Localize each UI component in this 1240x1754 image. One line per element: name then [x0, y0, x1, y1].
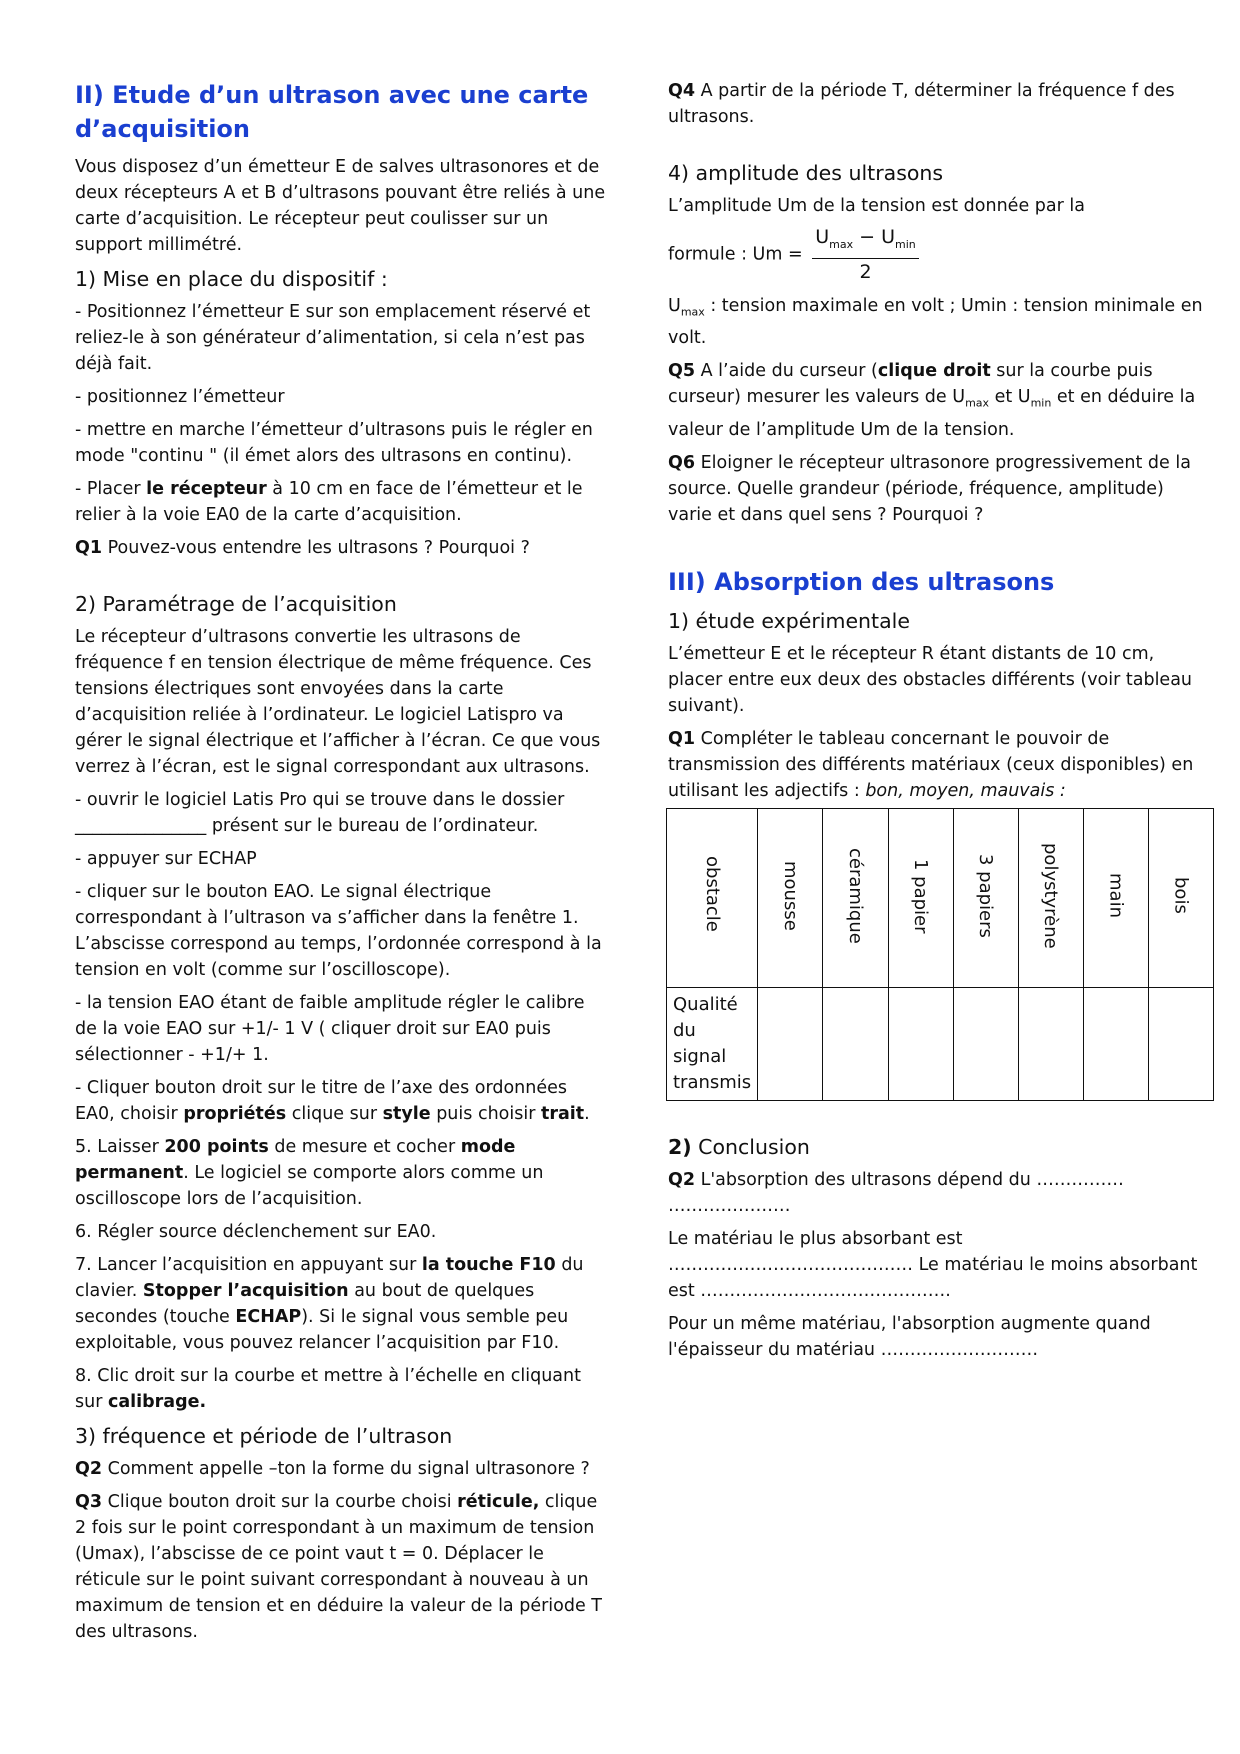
table-cell-mousse[interactable] — [758, 987, 823, 1100]
acquisition-step-7: 7. Lancer l’acquisition en appuyant sur la touche F10 du clavier. Stopper l’acquisition au bout de quelques secondes (touche ECHAP). Si le signal vous semble peu exploitable, vous pouvez relancer l’acquisition par F10. — [75, 1255, 584, 1353]
question-q5: Q5 A l’aide du curseur (clique droit sur la courbe puis curseur) mesurer les valeurs de $U_{max}$ et $U_{min}$ et en déduire la valeur de l’amplitude Um de la tension. — [668, 361, 1196, 440]
table-header-cell: céramique — [823, 808, 888, 987]
acquisition-intro: Le récepteur d’ultrasons convertie les ultrasons de fréquence f en tension électrique de même fréquence. Ces tensions électriques sont envoyées dans la carte d’acquisition reliée à l’ordinateur. Le logiciel Latispro va gérer le signal électrique et l’afficher à l’écran. Ce que vous verrez à l’écran, est le signal correspondant aux ultrasons. — [75, 627, 601, 777]
question-q2-conclusion: Q2 L'absorption des ultrasons dépend du …………… ………………… — [668, 1169, 1124, 1216]
section-title-ii: II) Etude d’un ultrason avec une carte d’acquisition — [75, 81, 589, 143]
acquisition-step-5: 5. Laisser 200 points de mesure et cocher mode permanent. Le logiciel se comporte alors comme un oscilloscope lors de l’acquisition. — [75, 1137, 544, 1209]
table-cell-main[interactable] — [1083, 987, 1148, 1100]
subsection-title-experiment: 1) étude expérimentale — [668, 608, 910, 633]
question-q6: Q6 Eloigner le récepteur ultrasonore progressivement de la source. Quelle grandeur (période, fréquence, amplitude) varie et dans quel sens ? Pourquoi ? — [668, 452, 1191, 525]
table-header-row — [667, 808, 1214, 987]
acquisition-step-open: - ouvrir le logiciel Latis Pro qui se trouve dans le dossier _______________ présent sur le bureau de l’ordinateur. — [75, 790, 565, 836]
table-cell-ceramique[interactable] — [823, 987, 888, 1100]
question-q2: Q2 Comment appelle –ton la forme du signal ultrasonore ? — [75, 1459, 590, 1479]
setup-step-4: - Placer le récepteur à 10 cm en face de l’émetteur et le relier à la voie EA0 de la carte d’acquisition. — [75, 479, 583, 525]
question-q1: Q1 Pouvez-vous entendre les ultrasons ? Pourquoi ? — [75, 538, 530, 558]
table-header-cell: 3 papiers — [953, 808, 1018, 987]
subsection-title-amplitude: 4) amplitude des ultrasons — [668, 161, 944, 185]
table-header-cell: polystyrène — [1018, 808, 1083, 987]
question-q3: Q3 Clique bouton droit sur la courbe choisi réticule, clique 2 fois sur le point correspondant à un maximum de tension (Umax), l’abscisse de ce point vaut t = 0. Déplacer le réticule sur le point suivant correspondant à nouveau à un maximum de tension et en déduire la valeur de la période T des ultrasons. — [75, 1492, 602, 1642]
table-row-label: Qualité du signal transmis — [667, 987, 758, 1100]
conclusion-thickness: Pour un même matériau, l'absorption augmente quand l'épaisseur du matériau ……………………… — [668, 1313, 1151, 1360]
question-q4: Q4 A partir de la période T, déterminer la fréquence f des ultrasons. — [668, 81, 1175, 127]
acquisition-step-eao: - cliquer sur le bouton EAO. Le signal électrique correspondant à l’ultrason va s’afficher dans la fenêtre 1. L’abscisse correspond au temps, l’ordonnée correspond à la tension en volt (comme sur l’oscilloscope). — [75, 882, 602, 980]
materials-table — [666, 808, 1214, 1101]
intro-paragraph: Vous disposez d’un émetteur E de salves ultrasonores et de deux récepteurs A et B d’ultrasons pouvant être reliés à une carte d’acquisition. Le récepteur peut coulisser sur un support millimétré. — [75, 157, 606, 255]
subsection-title-conclusion: 2) Conclusion — [668, 1134, 810, 1159]
left-column — [75, 78, 610, 1652]
subsection-title-acquisition: 2) Paramétrage de l’acquisition — [75, 592, 397, 616]
table-cell-polystyrene[interactable] — [1018, 987, 1083, 1100]
table-cell-3-papiers[interactable] — [953, 987, 1018, 1100]
table-header-cell: 1 papier — [888, 808, 953, 987]
setup-step-2: - positionnez l’émetteur — [75, 387, 285, 407]
table-header-cell: bois — [1148, 808, 1213, 987]
acquisition-step-6: 6. Régler source déclenchement sur EA0. — [75, 1222, 437, 1242]
amplitude-intro: L’amplitude Um de la tension est donnée par la — [668, 196, 1085, 216]
experiment-intro: L’émetteur E et le récepteur R étant distants de 10 cm, placer entre eux deux des obstacles différents (voir tableau suivant). — [668, 643, 1193, 716]
table-header-cell: obstacle — [667, 808, 758, 987]
subsection-title-frequency: 3) fréquence et période de l’ultrason — [75, 1424, 453, 1448]
acquisition-step-style: - Cliquer bouton droit sur le titre de l’axe des ordonnées EA0, choisir propriétés clique sur style puis choisir trait. — [75, 1078, 590, 1124]
table-header-cell: mousse — [758, 808, 823, 987]
amplitude-definitions: $U_{max}$ : tension maximale en volt ; Umin : tension minimale en volt. — [668, 295, 1203, 349]
acquisition-step-calibre: - la tension EAO étant de faible amplitude régler le calibre de la voie EAO sur +1/- 1 V ( cliquer droit sur EA0 puis sélectionner - +1/+ 1. — [75, 993, 585, 1065]
conclusion-absorbant: Le matériau le plus absorbant est …………………………………… Le matériau le moins absorbant est ……………………………………. — [668, 1228, 1198, 1301]
setup-step-3: - mettre en marche l’émetteur d’ultrasons puis le régler en mode "continu " (il émet alors des ultrasons en continu). — [75, 420, 593, 466]
section-title-iii: III) Absorption des ultrasons — [668, 567, 1055, 596]
table-row — [667, 987, 1214, 1100]
question-q1-absorption: Q1 Compléter le tableau concernant le pouvoir de transmission des différents matériaux (ceux disponibles) en utilisant les adjectifs : bon, moyen, mauvais : — [668, 728, 1194, 801]
formula-fraction: $\frac{U_{max} - U_{min}}{2}$ — [812, 226, 919, 283]
table-cell-1-papier[interactable] — [888, 987, 953, 1100]
table-cell-bois[interactable] — [1148, 987, 1213, 1100]
right-column — [668, 78, 1208, 1370]
table-header-cell: main — [1083, 808, 1148, 987]
acquisition-step-8: 8. Clic droit sur la courbe et mettre à l’échelle en cliquant sur calibrage. — [75, 1366, 581, 1412]
acquisition-step-echap: - appuyer sur ECHAP — [75, 849, 257, 869]
subsection-title-setup: 1) Mise en place du dispositif : — [75, 267, 388, 291]
setup-step-1: - Positionnez l’émetteur E sur son emplacement réservé et reliez-le à son générateur d’alimentation, si cela n’est pas déjà fait. — [75, 302, 591, 374]
amplitude-formula: formule : Um = $\frac{U_{max} - U_{min}}{2}$ — [668, 226, 1208, 283]
